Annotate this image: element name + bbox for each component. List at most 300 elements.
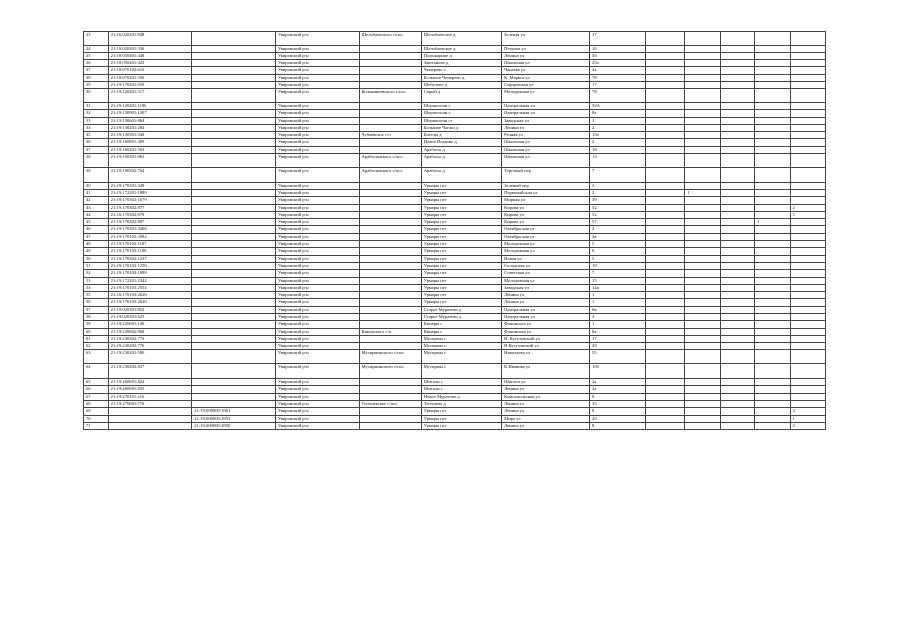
row-number-cell: 24 bbox=[84, 45, 109, 52]
settlement-cell bbox=[359, 255, 421, 262]
street-cell: К.Иванова ул bbox=[502, 364, 590, 379]
extra-cell-3 bbox=[720, 102, 754, 109]
locality-cell: Урмары пгт bbox=[421, 197, 501, 204]
house-cell: 1 bbox=[590, 299, 646, 306]
cadastral-number-alt-cell bbox=[192, 60, 276, 67]
settlement-cell bbox=[359, 270, 421, 277]
extra-cell-5 bbox=[790, 117, 825, 124]
extra-cell-1 bbox=[645, 408, 685, 415]
extra-cell-5 bbox=[790, 233, 825, 240]
extra-cell-3 bbox=[720, 233, 754, 240]
extra-cell-5 bbox=[790, 52, 825, 59]
extra-cell-3 bbox=[720, 139, 754, 146]
district-cell: Увировский р-н bbox=[275, 182, 359, 189]
district-cell: Увировский р-н bbox=[275, 189, 359, 196]
settlement-cell bbox=[359, 306, 421, 313]
extra-cell-2 bbox=[685, 60, 720, 67]
row-number-cell: 69 bbox=[84, 408, 109, 415]
extra-cell-4 bbox=[755, 241, 790, 248]
table-row bbox=[84, 292, 826, 299]
district-cell: Увировский р-н bbox=[275, 255, 359, 262]
extra-cell-4 bbox=[755, 321, 790, 328]
cadastral-number-cell: 21:19:160801:489 bbox=[108, 139, 192, 146]
extra-cell-5 bbox=[790, 219, 825, 226]
address-register-table bbox=[83, 31, 826, 430]
cadastral-number-alt-cell bbox=[192, 146, 276, 153]
settlement-cell bbox=[359, 262, 421, 269]
extra-cell-1 bbox=[645, 233, 685, 240]
extra-cell-1 bbox=[645, 241, 685, 248]
extra-cell-1 bbox=[645, 117, 685, 124]
extra-cell-1 bbox=[645, 364, 685, 379]
extra-cell-2 bbox=[685, 386, 720, 393]
extra-cell-2 bbox=[685, 89, 720, 103]
table-row bbox=[84, 167, 826, 182]
district-cell: Увировский р-н bbox=[275, 386, 359, 393]
settlement-cell bbox=[359, 60, 421, 67]
street-cell: Ленина ул bbox=[502, 400, 590, 407]
extra-cell-5 bbox=[790, 132, 825, 139]
cadastral-number-alt-cell bbox=[192, 335, 276, 342]
locality-cell: Кинеры с bbox=[421, 321, 501, 328]
cadastral-number-alt-cell bbox=[192, 321, 276, 328]
cadastral-number-alt-cell bbox=[192, 255, 276, 262]
spreadsheet-page bbox=[83, 31, 826, 430]
extra-cell-1 bbox=[645, 89, 685, 103]
district-cell: Увировский р-н bbox=[275, 321, 359, 328]
row-number-cell: 54 bbox=[84, 284, 109, 291]
extra-cell-3 bbox=[720, 45, 754, 52]
row-number-cell: 26 bbox=[84, 60, 109, 67]
locality-cell: Мусирмы с bbox=[421, 350, 501, 364]
row-number-cell: 52 bbox=[84, 270, 109, 277]
locality-cell: Шершелгин ст bbox=[421, 117, 501, 124]
district-cell: Увировский р-н bbox=[275, 139, 359, 146]
row-number-cell: 66 bbox=[84, 386, 109, 393]
cadastral-number-alt-cell bbox=[192, 52, 276, 59]
cadastral-number-alt-cell bbox=[192, 270, 276, 277]
extra-cell-2 bbox=[685, 379, 720, 386]
extra-cell-2 bbox=[685, 284, 720, 291]
street-cell: Ленина ул bbox=[502, 422, 590, 429]
extra-cell-1 bbox=[645, 292, 685, 299]
extra-cell-3 bbox=[720, 52, 754, 59]
settlement-cell bbox=[359, 219, 421, 226]
extra-cell-3 bbox=[720, 74, 754, 81]
extra-cell-5 bbox=[790, 45, 825, 52]
table-row bbox=[84, 270, 826, 277]
locality-cell: Шигали с bbox=[421, 379, 501, 386]
district-cell: Увировский р-н bbox=[275, 45, 359, 52]
extra-cell-2 bbox=[685, 233, 720, 240]
street-cell: Зеленый пер bbox=[502, 182, 590, 189]
cadastral-number-cell: 21:19:190302:764 bbox=[108, 167, 192, 182]
extra-cell-5 bbox=[790, 299, 825, 306]
extra-cell-4 bbox=[755, 74, 790, 81]
extra-cell-1 bbox=[645, 204, 685, 211]
house-cell: 39 bbox=[590, 197, 646, 204]
extra-cell-1 bbox=[645, 313, 685, 320]
row-number-cell: 28 bbox=[84, 74, 109, 81]
district-cell: Увировский р-н bbox=[275, 167, 359, 182]
extra-cell-4 bbox=[755, 167, 790, 182]
extra-cell-5 bbox=[790, 364, 825, 379]
extra-cell-4 bbox=[755, 255, 790, 262]
extra-cell-5 bbox=[790, 321, 825, 328]
extra-cell-5 bbox=[790, 313, 825, 320]
row-number-cell: 42 bbox=[84, 197, 109, 204]
house-cell: 5 bbox=[590, 241, 646, 248]
street-cell: Центральная ул bbox=[502, 306, 590, 313]
extra-cell-4 bbox=[755, 211, 790, 218]
cadastral-number-cell: 21:19:170103:1188 bbox=[108, 248, 192, 255]
extra-cell-4 bbox=[755, 67, 790, 74]
table-row bbox=[84, 74, 826, 81]
table-row bbox=[84, 233, 826, 240]
extra-cell-5: 1 bbox=[790, 415, 825, 422]
cadastral-number-cell bbox=[108, 408, 192, 415]
extra-cell-3 bbox=[720, 364, 754, 379]
cadastral-number-alt-cell bbox=[192, 67, 276, 74]
house-cell: 3 bbox=[590, 313, 646, 320]
extra-cell-3 bbox=[720, 32, 754, 46]
locality-cell: Большое Чемерево д bbox=[421, 74, 501, 81]
extra-cell-3 bbox=[720, 146, 754, 153]
extra-cell-3 bbox=[720, 82, 754, 89]
extra-cell-5 bbox=[790, 248, 825, 255]
extra-cell-4 bbox=[755, 292, 790, 299]
cadastral-number-alt-cell bbox=[192, 89, 276, 103]
extra-cell-5 bbox=[790, 277, 825, 284]
cadastral-number-alt-cell bbox=[192, 211, 276, 218]
street-cell: Мирная ул bbox=[502, 197, 590, 204]
settlement-cell: Чубаевское с/п bbox=[359, 132, 421, 139]
extra-cell-2 bbox=[685, 110, 720, 117]
row-number-cell: 56 bbox=[84, 299, 109, 306]
house-cell: 8а bbox=[590, 110, 646, 117]
row-number-cell: 44 bbox=[84, 211, 109, 218]
extra-cell-4 bbox=[755, 422, 790, 429]
street-cell: Кирова ул bbox=[502, 211, 590, 218]
cadastral-number-cell: 21:16:170302:678 bbox=[108, 211, 192, 218]
district-cell: Увировский р-н bbox=[275, 335, 359, 342]
house-cell: 2 bbox=[590, 139, 646, 146]
extra-cell-2 bbox=[685, 117, 720, 124]
district-cell: Увировский р-н bbox=[275, 233, 359, 240]
settlement-cell bbox=[359, 386, 421, 393]
table-row bbox=[84, 408, 826, 415]
extra-cell-2 bbox=[685, 350, 720, 364]
district-cell: Увировский р-н bbox=[275, 102, 359, 109]
house-cell: 8 bbox=[590, 408, 646, 415]
extra-cell-2 bbox=[685, 422, 720, 429]
street-cell: Советская ул bbox=[502, 270, 590, 277]
street-cell: Заводская ул bbox=[502, 117, 590, 124]
extra-cell-2 bbox=[685, 67, 720, 74]
settlement-cell bbox=[359, 110, 421, 117]
settlement-cell bbox=[359, 277, 421, 284]
extra-cell-4 bbox=[755, 408, 790, 415]
locality-cell: Урмары пгт bbox=[421, 277, 501, 284]
settlement-cell bbox=[359, 422, 421, 429]
cadastral-number-cell: 21:19:120401:517 bbox=[108, 89, 192, 103]
district-cell: Увировский р-н bbox=[275, 197, 359, 204]
locality-cell: Арабосы д bbox=[421, 154, 501, 168]
extra-cell-1 bbox=[645, 146, 685, 153]
extra-cell-3 bbox=[720, 262, 754, 269]
cadastral-number-alt-cell bbox=[192, 45, 276, 52]
cadastral-number-cell: 21:16:020201:848 bbox=[108, 32, 192, 46]
extra-cell-2 bbox=[685, 74, 720, 81]
extra-cell-5 bbox=[790, 32, 825, 46]
cadastral-number-cell: 21:19:230201:580 bbox=[108, 350, 192, 364]
house-cell: 2а bbox=[590, 386, 646, 393]
settlement-cell bbox=[359, 139, 421, 146]
extra-cell-3 bbox=[720, 67, 754, 74]
settlement-cell: Арабосинского с/пос bbox=[359, 154, 421, 168]
cadastral-number-alt-cell bbox=[192, 350, 276, 364]
extra-cell-2 bbox=[685, 154, 720, 168]
row-number-cell: 63 bbox=[84, 350, 109, 364]
extra-cell-4 bbox=[755, 284, 790, 291]
locality-cell: Тегешево д bbox=[421, 400, 501, 407]
row-number-cell: 71 bbox=[84, 422, 109, 429]
settlement-cell bbox=[359, 415, 421, 422]
cadastral-number-alt-cell bbox=[192, 219, 276, 226]
extra-cell-3 bbox=[720, 167, 754, 182]
district-cell: Увировский р-н bbox=[275, 154, 359, 168]
extra-cell-5 bbox=[790, 146, 825, 153]
cadastral-number-cell: 21:19:230302:773 bbox=[108, 335, 192, 342]
settlement-cell bbox=[359, 233, 421, 240]
district-cell: Увировский р-н bbox=[275, 313, 359, 320]
extra-cell-1 bbox=[645, 167, 685, 182]
extra-cell-2 bbox=[685, 270, 720, 277]
district-cell: Увировский р-н bbox=[275, 52, 359, 59]
street-cell: Школьная ул bbox=[502, 154, 590, 168]
extra-cell-1 bbox=[645, 255, 685, 262]
district-cell: Увировский р-н bbox=[275, 211, 359, 218]
cadastral-number-cell: 21:19:170301:3406 bbox=[108, 226, 192, 233]
settlement-cell bbox=[359, 102, 421, 109]
cadastral-number-alt-cell bbox=[192, 306, 276, 313]
street-cell: Сырцовская ул bbox=[502, 82, 590, 89]
house-cell: 16 bbox=[590, 45, 646, 52]
extra-cell-1 bbox=[645, 343, 685, 350]
row-number-cell: 60 bbox=[84, 328, 109, 335]
table-row bbox=[84, 110, 826, 117]
table-row bbox=[84, 146, 826, 153]
street-cell: Молодежная ул bbox=[502, 277, 590, 284]
cadastral-number-cell: 21:19:020301:852 bbox=[108, 306, 192, 313]
extra-cell-1 bbox=[645, 277, 685, 284]
settlement-cell bbox=[359, 226, 421, 233]
extra-cell-5 bbox=[790, 124, 825, 131]
extra-cell-2 bbox=[685, 328, 720, 335]
extra-cell-2 bbox=[685, 52, 720, 59]
cadastral-number-alt-cell bbox=[192, 284, 276, 291]
extra-cell-1 bbox=[645, 211, 685, 218]
settlement-cell bbox=[359, 197, 421, 204]
locality-cell: Большие Чагаш д bbox=[421, 124, 501, 131]
cadastral-number-cell: 21:18:070201:356 bbox=[108, 74, 192, 81]
extra-cell-3 bbox=[720, 211, 754, 218]
cadastral-number-alt-cell bbox=[192, 82, 276, 89]
settlement-cell bbox=[359, 313, 421, 320]
extra-cell-5 bbox=[790, 197, 825, 204]
cadastral-number-alt-cell bbox=[192, 241, 276, 248]
cadastral-number-cell bbox=[108, 415, 192, 422]
house-cell: 15а bbox=[590, 132, 646, 139]
extra-cell-5 bbox=[790, 379, 825, 386]
cadastral-number-alt-cell bbox=[192, 248, 276, 255]
cadastral-number-alt-cell bbox=[192, 32, 276, 46]
extra-cell-3 bbox=[720, 350, 754, 364]
extra-cell-4 bbox=[755, 226, 790, 233]
cadastral-number-alt-cell bbox=[192, 117, 276, 124]
table-row bbox=[84, 154, 826, 168]
cadastral-number-alt-cell bbox=[192, 204, 276, 211]
table-row bbox=[84, 211, 826, 218]
street-cell: Новая ул bbox=[502, 255, 590, 262]
extra-cell-2 bbox=[685, 393, 720, 400]
extra-cell-4 bbox=[755, 154, 790, 168]
locality-cell: Урмары пгт bbox=[421, 233, 501, 240]
settlement-cell bbox=[359, 82, 421, 89]
extra-cell-1 bbox=[645, 284, 685, 291]
extra-cell-3 bbox=[720, 270, 754, 277]
locality-cell: Шебулово д bbox=[421, 82, 501, 89]
locality-cell: Шершелгин с bbox=[421, 110, 501, 117]
locality-cell: Шелобаевское д bbox=[421, 45, 501, 52]
house-cell: 3 bbox=[590, 182, 646, 189]
house-cell: 5 bbox=[590, 255, 646, 262]
extra-cell-4 bbox=[755, 102, 790, 109]
extra-cell-5 bbox=[790, 226, 825, 233]
street-cell: Мира ул bbox=[502, 415, 590, 422]
extra-cell-5 bbox=[790, 139, 825, 146]
district-cell: Увировский р-н bbox=[275, 82, 359, 89]
extra-cell-1 bbox=[645, 74, 685, 81]
cadastral-number-cell: 21:19:220602:968 bbox=[108, 328, 192, 335]
cadastral-number-cell: 21:19:170302:1237 bbox=[108, 255, 192, 262]
locality-cell: Урмары пгт bbox=[421, 270, 501, 277]
extra-cell-4 bbox=[755, 32, 790, 46]
settlement-cell bbox=[359, 124, 421, 131]
extra-cell-2 bbox=[685, 292, 720, 299]
locality-cell: Урмары пгт bbox=[421, 248, 501, 255]
row-number-cell: 59 bbox=[84, 321, 109, 328]
row-number-cell: 38 bbox=[84, 154, 109, 168]
extra-cell-3 bbox=[720, 299, 754, 306]
extra-cell-5: 3 bbox=[790, 408, 825, 415]
house-cell: 52 bbox=[590, 204, 646, 211]
house-cell: 35 bbox=[590, 400, 646, 407]
locality-cell: Пальшарное д bbox=[421, 52, 501, 59]
house-cell: 17 bbox=[590, 335, 646, 342]
extra-cell-3 bbox=[720, 306, 754, 313]
cadastral-number-cell bbox=[108, 422, 192, 429]
settlement-cell: Кинерского с/п bbox=[359, 328, 421, 335]
cadastral-number-alt-cell: 21:19:000000:2850 bbox=[192, 422, 276, 429]
district-cell: Увировский р-н bbox=[275, 415, 359, 422]
extra-cell-4 bbox=[755, 277, 790, 284]
row-number-cell: 53 bbox=[84, 277, 109, 284]
locality-cell: Старое Муратово д bbox=[421, 313, 501, 320]
table-row bbox=[84, 335, 826, 342]
row-number-cell: 29 bbox=[84, 82, 109, 89]
extra-cell-2: 1 bbox=[685, 189, 720, 196]
table-row bbox=[84, 67, 826, 74]
extra-cell-4 bbox=[755, 182, 790, 189]
extra-cell-4 bbox=[755, 400, 790, 407]
extra-cell-1 bbox=[645, 321, 685, 328]
cadastral-number-cell: 21:19:130201:284 bbox=[108, 124, 192, 131]
extra-cell-2 bbox=[685, 204, 720, 211]
extra-cell-5 bbox=[790, 343, 825, 350]
cadastral-number-cell: 21:19:150301:963 bbox=[108, 154, 192, 168]
street-cell: Ленина ул bbox=[502, 408, 590, 415]
house-cell: 19 bbox=[590, 262, 646, 269]
cadastral-number-cell: 21:19:170103:2554 bbox=[108, 284, 192, 291]
cadastral-number-alt-cell: 21:19:000000:2953 bbox=[192, 415, 276, 422]
table-row bbox=[84, 343, 826, 350]
locality-cell: Урмары пгт bbox=[421, 262, 501, 269]
locality-cell: Урмары пгт bbox=[421, 422, 501, 429]
house-cell: 13 bbox=[590, 154, 646, 168]
row-number-cell: 49 bbox=[84, 248, 109, 255]
extra-cell-3 bbox=[720, 408, 754, 415]
row-number-cell: 31 bbox=[84, 102, 109, 109]
extra-cell-1 bbox=[645, 197, 685, 204]
extra-cell-2 bbox=[685, 102, 720, 109]
row-number-cell: 50 bbox=[84, 255, 109, 262]
street-cell: Школьная ул bbox=[502, 146, 590, 153]
extra-cell-4 bbox=[755, 306, 790, 313]
locality-cell: Урмары пгт bbox=[421, 408, 501, 415]
settlement-cell bbox=[359, 74, 421, 81]
cadastral-number-cell: 21:16:170103:2620 bbox=[108, 292, 192, 299]
cadastral-number-alt-cell bbox=[192, 132, 276, 139]
house-cell: 2 bbox=[590, 189, 646, 196]
extra-cell-4 bbox=[755, 204, 790, 211]
house-cell: 17 bbox=[590, 32, 646, 46]
house-cell: 4а bbox=[590, 67, 646, 74]
cadastral-number-cell: 21:19:170103:1187 bbox=[108, 241, 192, 248]
table-row bbox=[84, 204, 826, 211]
street-cell: Школьная ул bbox=[502, 60, 590, 67]
extra-cell-4 bbox=[755, 350, 790, 364]
extra-cell-1 bbox=[645, 102, 685, 109]
extra-cell-4 bbox=[755, 117, 790, 124]
settlement-cell bbox=[359, 379, 421, 386]
locality-cell: Урмары пгт bbox=[421, 415, 501, 422]
extra-cell-2 bbox=[685, 248, 720, 255]
cadastral-number-cell: 21:19:220601:140 bbox=[108, 321, 192, 328]
cadastral-number-alt-cell bbox=[192, 277, 276, 284]
row-number-cell: 40 bbox=[84, 182, 109, 189]
settlement-cell bbox=[359, 204, 421, 211]
house-cell: 52 bbox=[590, 211, 646, 218]
extra-cell-3 bbox=[720, 321, 754, 328]
settlement-cell bbox=[359, 248, 421, 255]
settlement-cell bbox=[359, 343, 421, 350]
table-row bbox=[84, 393, 826, 400]
cadastral-number-cell: 21:18:050401:423 bbox=[108, 60, 192, 67]
district-cell: Увировский р-н bbox=[275, 422, 359, 429]
extra-cell-2 bbox=[685, 82, 720, 89]
locality-cell: Чемерево с bbox=[421, 67, 501, 74]
